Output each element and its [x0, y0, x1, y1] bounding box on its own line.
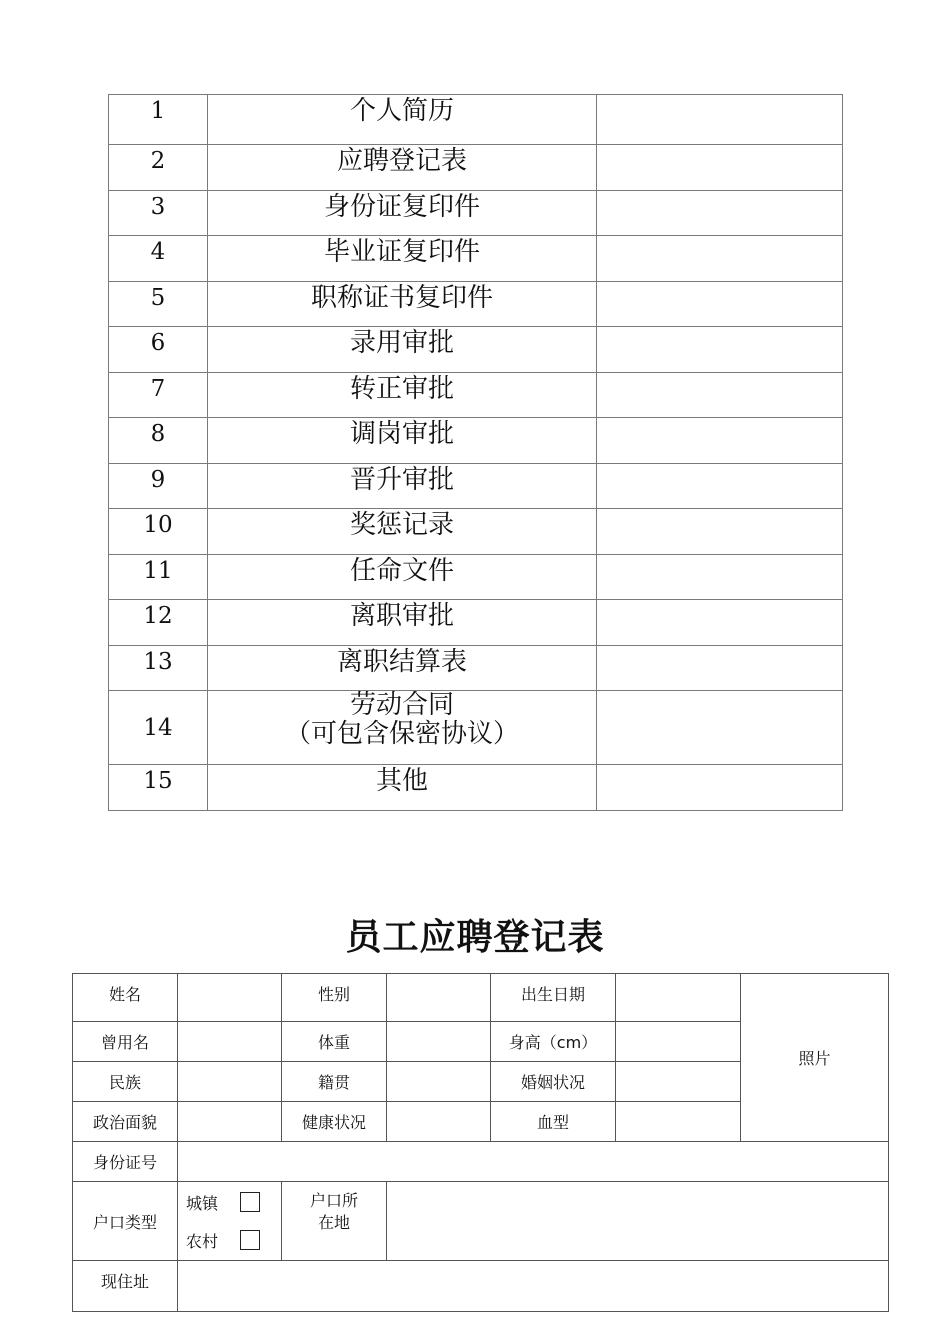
checklist-row: [109, 95, 843, 145]
checklist-document-line: 离职审批: [349, 601, 454, 631]
checklist-check-cell[interactable]: [597, 600, 843, 646]
checklist-check-cell[interactable]: [597, 95, 843, 145]
checklist-row: [109, 281, 843, 327]
checklist-check-cell[interactable]: [597, 509, 843, 555]
checklist-check-cell[interactable]: [597, 554, 843, 600]
checklist-document-line: 奖惩记录: [349, 510, 454, 540]
label-hukou-location-line1: 户口所: [309, 1191, 358, 1210]
checklist-row: [109, 190, 843, 236]
field-native-place[interactable]: [387, 1062, 491, 1102]
field-weight[interactable]: [387, 1022, 491, 1062]
checklist-document-line: 任命文件: [349, 555, 454, 586]
document-checklist-table: [108, 94, 843, 811]
label-height: 身高（cm）: [491, 1022, 616, 1062]
checklist-number: 5: [109, 281, 208, 327]
checklist-document-line: 转正审批: [349, 373, 454, 404]
form-title: 员工应聘登记表: [345, 916, 605, 958]
checklist-number: 6: [109, 327, 208, 373]
label-blood-type: 血型: [491, 1102, 616, 1142]
checklist-row: [109, 554, 843, 600]
checklist-row: [109, 327, 843, 373]
checklist-check-cell[interactable]: [597, 765, 843, 811]
option-rural-label: 农村: [186, 1231, 219, 1251]
checklist-check-cell[interactable]: [597, 327, 843, 373]
checklist-check-cell[interactable]: [597, 236, 843, 282]
checklist-document-name: [208, 95, 597, 145]
label-current-address: 现住址: [73, 1261, 178, 1312]
checklist-body: [109, 95, 843, 811]
field-name[interactable]: [178, 974, 282, 1022]
checklist-row: [109, 509, 843, 555]
checklist-check-cell[interactable]: [597, 691, 843, 765]
field-political-status[interactable]: [178, 1102, 282, 1142]
checklist-check-cell[interactable]: [597, 645, 843, 691]
checklist-check-cell[interactable]: [597, 145, 843, 191]
checklist-row: [109, 463, 843, 509]
checklist-document-line: 离职结算表: [336, 646, 467, 677]
checklist-row: [109, 765, 843, 811]
field-hukou-location[interactable]: [387, 1182, 889, 1261]
field-ethnicity[interactable]: [178, 1062, 282, 1102]
checklist-number: 7: [109, 372, 208, 418]
checklist-document-line: 身份证复印件: [323, 191, 480, 222]
checklist-document-line: 调岗审批: [349, 419, 454, 449]
label-birth-date: 出生日期: [491, 974, 616, 1022]
checklist-row: [109, 691, 843, 765]
checklist-document-line: 职称证书复印件: [310, 282, 493, 313]
checklist-document-name: [208, 281, 597, 327]
hukou-type-options: [178, 1182, 282, 1261]
option-urban[interactable]: [186, 1183, 281, 1221]
checklist-document-name: [208, 691, 597, 765]
checklist-row: [109, 145, 843, 191]
label-political-status: 政治面貌: [73, 1102, 178, 1142]
checklist-check-cell[interactable]: [597, 372, 843, 418]
rural-checkbox[interactable]: [240, 1230, 260, 1250]
checklist-document-name: [208, 645, 597, 691]
field-id-number[interactable]: [178, 1142, 889, 1182]
checklist-check-cell[interactable]: [597, 463, 843, 509]
checklist-document-name: [208, 509, 597, 555]
label-ethnicity: 民族: [73, 1062, 178, 1102]
checklist-document-line: （可包含保密协议）: [284, 719, 519, 749]
field-current-address[interactable]: [178, 1261, 889, 1312]
label-hukou-location: [282, 1182, 387, 1261]
label-former-name: 曾用名: [73, 1022, 178, 1062]
label-weight: 体重: [282, 1022, 387, 1062]
checklist-check-cell[interactable]: [597, 190, 843, 236]
label-marital-status: 婚姻状况: [491, 1062, 616, 1102]
checklist-number: 11: [109, 554, 208, 600]
form-row-hukou: [73, 1182, 889, 1261]
registration-form-table: [72, 973, 889, 1312]
label-gender: 性别: [282, 974, 387, 1022]
label-health-status: 健康状况: [282, 1102, 387, 1142]
form-row-address: [73, 1261, 889, 1312]
checklist-number: 4: [109, 236, 208, 282]
checklist-document-line: 其他: [375, 766, 428, 796]
checklist-document-name: [208, 190, 597, 236]
field-blood-type[interactable]: [616, 1102, 741, 1142]
checklist-document-name: [208, 327, 597, 373]
field-marital-status[interactable]: [616, 1062, 741, 1102]
checklist-number: 2: [109, 145, 208, 191]
checklist-document-name: [208, 554, 597, 600]
checklist-document-line: 劳动合同: [349, 690, 454, 720]
option-rural[interactable]: [186, 1221, 281, 1259]
field-birth-date[interactable]: [616, 974, 741, 1022]
photo-box[interactable]: 照片: [741, 974, 889, 1142]
checklist-row: [109, 645, 843, 691]
field-health-status[interactable]: [387, 1102, 491, 1142]
checklist-number: 9: [109, 463, 208, 509]
label-hukou-location-line2: 在地: [317, 1213, 350, 1232]
field-former-name[interactable]: [178, 1022, 282, 1062]
checklist-document-line: 毕业证复印件: [323, 237, 480, 267]
checklist-check-cell[interactable]: [597, 418, 843, 464]
checklist-document-name: [208, 145, 597, 191]
label-name: 姓名: [73, 974, 178, 1022]
field-gender[interactable]: [387, 974, 491, 1022]
checklist-number: 1: [109, 95, 208, 145]
checklist-document-line: 应聘登记表: [336, 146, 467, 176]
checklist-document-line: 录用审批: [349, 328, 454, 358]
label-id-number: 身份证号: [73, 1142, 178, 1182]
checklist-row: [109, 418, 843, 464]
form-row-id: [73, 1142, 889, 1182]
checklist-document-name: [208, 418, 597, 464]
checklist-document-line: 晋升审批: [349, 464, 454, 495]
checklist-number: 15: [109, 765, 208, 811]
checklist-row: [109, 236, 843, 282]
checklist-row: [109, 600, 843, 646]
checklist-document-name: [208, 765, 597, 811]
checklist-check-cell[interactable]: [597, 281, 843, 327]
checklist-number: 10: [109, 509, 208, 555]
field-height[interactable]: [616, 1022, 741, 1062]
checklist-document-name: [208, 463, 597, 509]
checklist-number: 12: [109, 600, 208, 646]
form-row-basic: [73, 974, 889, 1022]
checklist-document-line: 个人简历: [349, 96, 454, 126]
checklist-row: [109, 372, 843, 418]
checklist-document-name: [208, 236, 597, 282]
checklist-document-name: [208, 372, 597, 418]
urban-checkbox[interactable]: [240, 1192, 260, 1212]
checklist-number: 8: [109, 418, 208, 464]
option-urban-label: 城镇: [186, 1193, 219, 1213]
label-native-place: 籍贯: [282, 1062, 387, 1102]
checklist-document-name: [208, 600, 597, 646]
checklist-number: 13: [109, 645, 208, 691]
checklist-number: 3: [109, 190, 208, 236]
checklist-number: 14: [109, 691, 208, 765]
label-hukou-type: 户口类型: [73, 1182, 178, 1261]
